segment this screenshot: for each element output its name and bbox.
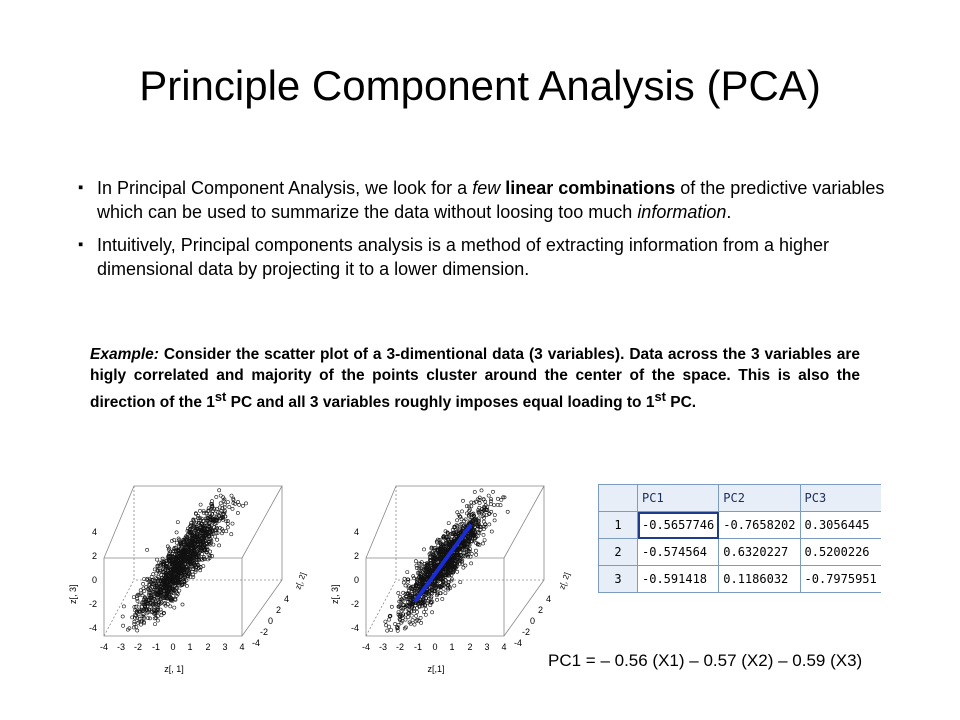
square-bullet-icon: ▪ <box>78 236 84 253</box>
z-tick-label: -4 <box>88 623 97 633</box>
z-axis-label: z[, 3] <box>68 584 78 604</box>
z-tick-label: 4 <box>91 527 97 537</box>
pc1-formula: PC1 = – 0.56 (X1) – 0.57 (X2) – 0.59 (X3) <box>548 651 863 670</box>
x-tick-label: -3 <box>116 642 126 652</box>
z-tick-label: 0 <box>91 575 97 585</box>
y-tick-label: -4 <box>252 638 261 648</box>
bullet-list <box>78 176 898 290</box>
y-axis-label: z[, 2] <box>293 571 308 591</box>
x-tick-label: 4 <box>501 642 507 652</box>
z-tick-label: 2 <box>353 551 359 561</box>
x-axis-label: z[,1] <box>427 664 445 674</box>
y-tick-label: 4 <box>284 594 290 604</box>
bullet-text: . <box>726 202 732 222</box>
y-tick-label: 2 <box>538 605 544 615</box>
z-tick-label: 0 <box>353 575 359 585</box>
table-header-cell: PC1 <box>638 485 719 512</box>
table-row <box>599 539 881 566</box>
y-tick-label: -2 <box>522 627 531 637</box>
bullet-emphasis: information <box>637 202 727 222</box>
point-cloud <box>121 489 247 632</box>
superscript: st <box>214 389 227 404</box>
table-cell[interactable]: -0.5657746 <box>638 512 719 539</box>
x-tick-label: -4 <box>99 642 109 652</box>
slide-title: Principle Component Analysis (PCA) <box>139 62 821 109</box>
table-row <box>599 566 881 593</box>
table-cell[interactable]: -0.591418 <box>638 566 719 593</box>
example-text: Consider the scatter plot of a 3-dimentional data (3 variables). Data across the 3 variables are higly correlated and majority of the points cluster around the center of the space. This is also the direction of the 1 <box>90 346 860 412</box>
x-tick-label: -4 <box>361 642 371 652</box>
x-tick-label: 3 <box>484 642 490 652</box>
z-tick-label: -2 <box>350 599 359 609</box>
y-tick-label: 0 <box>530 616 536 626</box>
loadings-table <box>598 484 881 593</box>
table-cell[interactable]: -0.574564 <box>638 539 719 566</box>
x-tick-label: 1 <box>449 642 455 652</box>
x-tick-label: -2 <box>395 642 405 652</box>
table-row-header: 3 <box>599 566 638 593</box>
bullet-text: of the predictive variables which can be used to summarize the data without loosing too much <box>97 178 885 222</box>
example-text: PC and all 3 variables roughly imposes equal loading to 1 <box>226 394 655 412</box>
table-cell[interactable]: 0.3056445 <box>800 512 881 539</box>
x-tick-label: 1 <box>187 642 193 652</box>
table-cell[interactable]: -0.7658202 <box>719 512 800 539</box>
z-tick-label: -2 <box>88 599 97 609</box>
x-axis-label: z[, 1] <box>164 664 184 674</box>
y-tick-label: 4 <box>546 594 552 604</box>
table-row-header: 2 <box>599 539 638 566</box>
bullet-strong: linear combinations <box>505 178 676 198</box>
table-header-cell <box>599 485 638 512</box>
scatter-plot-3d <box>64 468 308 690</box>
bullet-text: In Principal Component Analysis, we look for a <box>97 178 473 198</box>
bullet-emphasis: few <box>472 178 501 198</box>
z-axis-label: z[, 3] <box>330 584 340 604</box>
x-tick-label: -2 <box>133 642 143 652</box>
y-tick-label: 2 <box>276 605 282 615</box>
bullet-text: Intuitively, Principal components analysis is a method of extracting information from a higher dimensional data by projecting it to a lower dimension. <box>97 235 830 279</box>
table-row-header: 1 <box>599 512 638 539</box>
x-tick-label: -1 <box>151 642 161 652</box>
table-cell[interactable]: 0.5200226 <box>800 539 881 566</box>
x-tick-label: 0 <box>170 642 176 652</box>
x-tick-label: 2 <box>467 642 473 652</box>
y-tick-label: 0 <box>268 616 274 626</box>
x-tick-label: 2 <box>205 642 211 652</box>
example-paragraph <box>90 344 860 413</box>
y-tick-label: -2 <box>260 627 269 637</box>
bullet-item <box>78 233 898 281</box>
x-tick-label: 0 <box>432 642 438 652</box>
table-header-row <box>599 485 881 512</box>
bullet-item <box>78 176 898 224</box>
table-row <box>599 512 881 539</box>
table-cell[interactable]: -0.7975951 <box>800 566 881 593</box>
table-cell[interactable]: 0.6320227 <box>719 539 800 566</box>
scatter-plot-3d-with-pc <box>326 468 576 690</box>
z-tick-label: 2 <box>91 551 97 561</box>
superscript: st <box>654 389 666 404</box>
square-bullet-icon: ▪ <box>78 179 84 196</box>
x-tick-label: -3 <box>378 642 388 652</box>
y-axis-label: z[, 2] <box>557 571 572 591</box>
example-text: PC. <box>665 394 697 412</box>
z-tick-label: 4 <box>353 527 359 537</box>
x-tick-label: -1 <box>413 642 423 652</box>
z-tick-label: -4 <box>350 623 359 633</box>
table-cell[interactable]: 0.1186032 <box>719 566 800 593</box>
x-tick-label: 4 <box>239 642 245 652</box>
table-header-cell: PC3 <box>800 485 881 512</box>
x-tick-label: 3 <box>222 642 228 652</box>
example-label: Example: <box>90 346 159 363</box>
table-header-cell: PC2 <box>719 485 800 512</box>
y-tick-label: -4 <box>514 638 523 648</box>
